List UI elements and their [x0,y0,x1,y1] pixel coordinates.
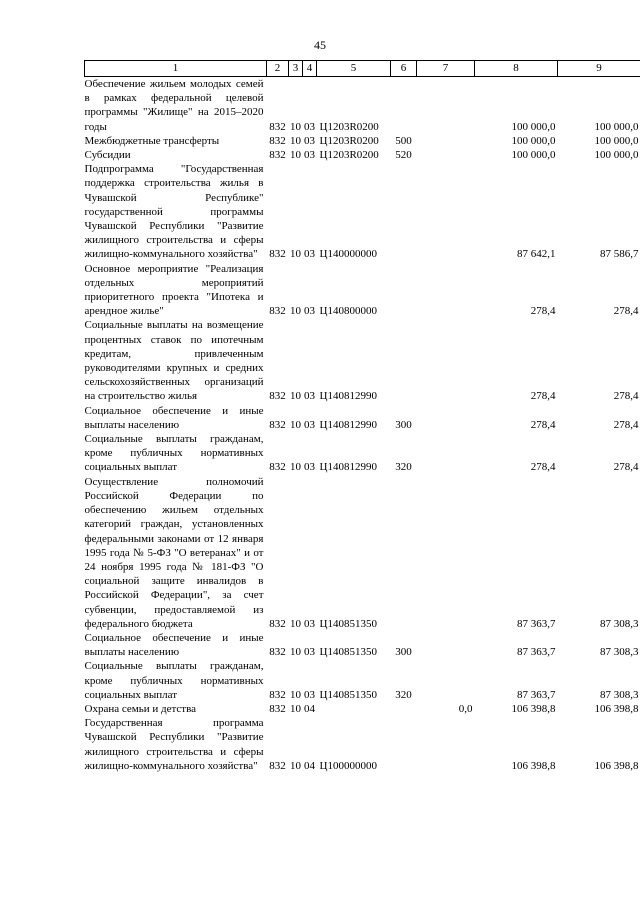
table-row [85,148,640,162]
amount-col7 [417,162,475,261]
ministry-code: 832 [269,149,286,162]
amount-col7 [417,148,475,162]
amount-col9: 278,4 [613,461,639,474]
expense-type-code: 300 [395,646,412,659]
table-row [85,702,640,716]
subsection-code: 03 [304,248,315,261]
amount-col9: 278,4 [613,418,639,431]
table-body [85,77,640,773]
row-description: Основное мероприятие "Реализация отдельных мероприятий приоритетного проекта "Ипотека и арендное жилье" [84,262,264,318]
target-article-code: Ц140851350 [319,617,377,630]
table-header-row [85,61,640,77]
column-header: 4 [303,61,317,77]
amount-col8: 100 000,0 [511,149,556,162]
table-row [85,162,640,261]
section-code: 10 [290,305,301,318]
section-code: 10 [290,248,301,261]
row-description: Социальные выплаты гражданам, кроме публичных нормативных социальных выплат [84,660,264,701]
table-row [85,77,640,134]
expense-type-code: 500 [395,134,412,147]
row-description: Социальное обеспечение и иные выплаты населению [84,631,264,659]
section-code: 10 [290,646,301,659]
row-description: Социальное обеспечение и иные выплаты населению [84,404,264,431]
column-header: 2 [267,61,289,77]
amount-col8: 87 363,7 [517,646,556,659]
ministry-code: 832 [269,688,286,701]
amount-col8: 278,4 [530,390,556,403]
expense-type-code [391,162,417,261]
amount-col9: 100 000,0 [594,149,639,162]
subsection-code: 03 [304,646,315,659]
section-code: 10 [290,461,301,474]
expense-type-code: 320 [395,461,412,474]
amount-col8: 87 363,7 [517,617,556,630]
ministry-code: 832 [269,759,286,772]
table-row [85,432,640,475]
target-article-code: Ц140851350 [319,646,377,659]
table-row [85,134,640,148]
expense-type-code [391,77,417,134]
column-header: 8 [475,61,558,77]
table-row [85,262,640,319]
ministry-code: 832 [269,134,286,147]
amount-col8: 278,4 [530,461,556,474]
subsection-code: 03 [304,390,315,403]
amount-col7 [417,262,475,319]
amount-col7 [417,318,475,403]
amount-col7 [417,475,475,631]
amount-col8: 278,4 [530,305,556,318]
subsection-code: 04 [304,702,315,715]
ministry-code: 832 [269,305,286,318]
ministry-code: 832 [269,248,286,261]
table-row [85,716,640,773]
row-description: Государственная программа Чувашской Республики "Развитие жилищного строительства и сферы жилищно-коммунального хозяйства" [84,717,264,772]
section-code: 10 [290,134,301,147]
amount-col9: 106 398,8 [594,702,639,715]
amount-col8: 87 642,1 [517,248,556,261]
expense-type-code: 300 [395,418,412,431]
target-article-code: Ц100000000 [319,759,377,772]
section-code: 10 [290,688,301,701]
expense-type-code: 520 [395,149,412,162]
amount-col7 [417,404,475,432]
ministry-code: 832 [269,120,286,133]
amount-col8: 100 000,0 [511,134,556,147]
amount-col9: 87 308,3 [600,617,639,630]
amount-col7: 0,0 [458,702,473,715]
table-row [85,404,640,432]
target-article-code: Ц140000000 [319,248,377,261]
ministry-code: 832 [269,418,286,431]
expense-type-code [391,702,417,716]
table-row [85,631,640,659]
column-header: 9 [558,61,640,77]
page-number: 45 [314,38,326,52]
column-header: 5 [317,61,391,77]
row-description: Осуществление полномочий Российской Федерации по обеспечению жильем отдельных категорий граждан, установленных федеральными законами от 12 января 1995 года № 5-ФЗ "О ветеранах" и от 24 ноября 1995 года № 181-ФЗ "О социальной защите инвалидов в Российской Федерации", за счет субвенции, предоставляемой из федерального бюджета [84,475,264,630]
expense-type-code [391,318,417,403]
row-description: Социальные выплаты гражданам, кроме публичных нормативных социальных выплат [84,433,264,474]
section-code: 10 [290,702,301,715]
row-description: Межбюджетные трансферты [84,134,220,147]
amount-col9: 100 000,0 [594,134,639,147]
row-description: Подпрограмма "Государственная поддержка строительства жилья в Чувашской Республике" государственной программы Чувашской Республики "Развитие жилищного строительства и сферы жилищно-коммунального хозяйства" [84,163,264,261]
amount-col9: 106 398,8 [594,759,639,772]
ministry-code: 832 [269,646,286,659]
amount-col7 [417,631,475,659]
target-article-code: Ц1203R0200 [319,149,379,162]
subsection-code: 03 [304,305,315,318]
subsection-code: 03 [304,418,315,431]
amount-col8: 100 000,0 [511,120,556,133]
expense-type-code [391,716,417,773]
subsection-code: 03 [304,461,315,474]
amount-col9: 87 308,3 [600,646,639,659]
section-code: 10 [290,759,301,772]
table-row [85,475,640,631]
target-article-code: Ц140812990 [319,418,377,431]
target-article-code: Ц140812990 [319,461,377,474]
expense-type-code [391,262,417,319]
column-header: 6 [391,61,417,77]
section-code: 10 [290,149,301,162]
column-header: 7 [417,61,475,77]
target-article-code: Ц140851350 [319,688,377,701]
ministry-code: 832 [269,461,286,474]
row-description: Охрана семьи и детства [84,702,197,715]
table-row [85,659,640,702]
amount-col9: 87 308,3 [600,688,639,701]
row-description: Обеспечение жильем молодых семей в рамках федеральной целевой программы "Жилище" на 2015–2020 годы [84,78,264,133]
amount-col7 [417,716,475,773]
section-code: 10 [290,390,301,403]
budget-table [84,60,640,773]
target-article-code: Ц140800000 [319,305,377,318]
column-header: 3 [289,61,303,77]
amount-col9: 100 000,0 [594,120,639,133]
subsection-code: 03 [304,617,315,630]
amount-col8: 106 398,8 [511,702,556,715]
column-header: 1 [85,61,267,77]
amount-col9: 278,4 [613,305,639,318]
expense-type-code [391,475,417,631]
target-article-code: Ц1203R0200 [319,134,379,147]
target-article-code: Ц1203R0200 [319,120,379,133]
subsection-code: 03 [304,688,315,701]
subsection-code: 04 [304,759,315,772]
amount-col7 [417,432,475,475]
ministry-code: 832 [269,617,286,630]
target-article-code: Ц140812990 [319,390,377,403]
row-description: Социальные выплаты на возмещение процентных ставок по ипотечным кредитам, привлеченным руководителями крупных и средних сельскохозяйственных организаций на строительство жилья [84,319,264,403]
table-row [85,318,640,403]
row-description: Субсидии [84,149,131,162]
amount-col9: 278,4 [613,390,639,403]
subsection-code: 03 [304,134,315,147]
ministry-code: 832 [269,390,286,403]
amount-col7 [417,134,475,148]
amount-col8: 87 363,7 [517,688,556,701]
expense-type-code: 320 [395,688,412,701]
amount-col9: 87 586,7 [600,248,639,261]
section-code: 10 [290,418,301,431]
section-code: 10 [290,120,301,133]
section-code: 10 [290,617,301,630]
subsection-code: 03 [304,120,315,133]
target-article-code [317,702,391,716]
amount-col8: 106 398,8 [511,759,556,772]
amount-col8: 278,4 [530,418,556,431]
ministry-code: 832 [269,702,286,715]
amount-col7 [417,659,475,702]
amount-col7 [417,77,475,134]
subsection-code: 03 [304,149,315,162]
